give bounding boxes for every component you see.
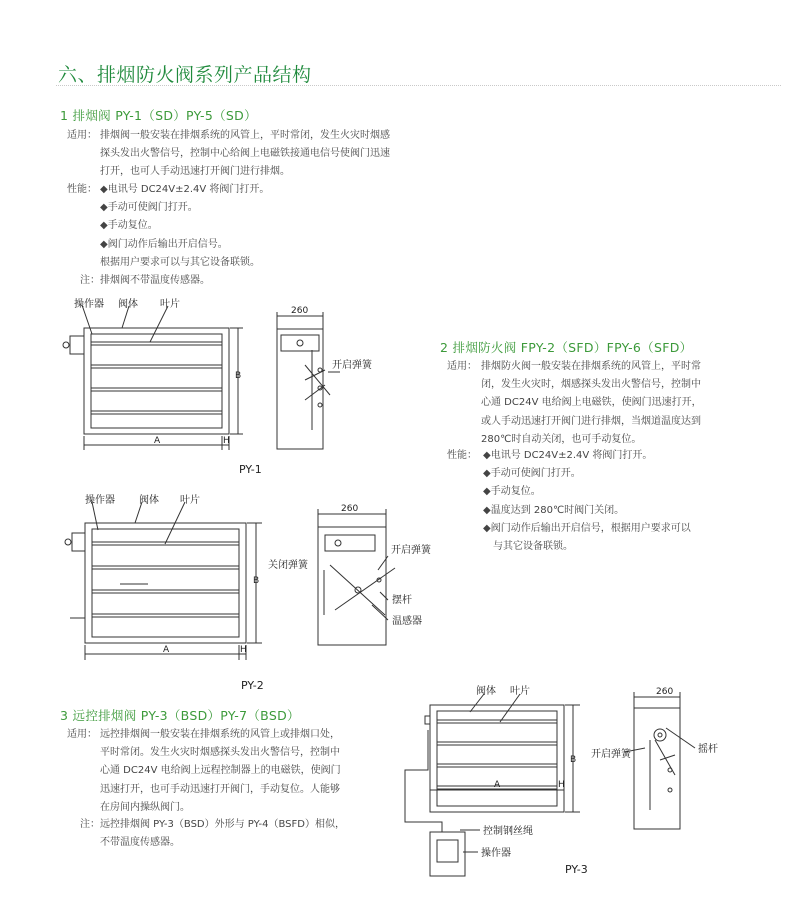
text-line: 打开，也可人手动迅速打开阀门进行排烟。 [100,166,290,178]
section3-note-label: 注： [80,819,100,830]
py2-open-spring-label: 开启弹簧 [391,545,431,556]
py1-dim-h: H [223,436,230,446]
text-line: 根据用户要求可以与其它设备联锁。 [100,256,260,268]
py1-dim-a: A [154,436,161,446]
py1-dim-b: B [235,371,242,381]
text-line: 平时常闭。发生火灾时烟感探头发出火警信号，控制中 [100,747,340,759]
text-line: 远控排烟阀一般安装在排烟系统的风管上或排烟口处， [100,729,340,740]
py1-operator-label: 操作器 [74,299,104,310]
text-line: 与其它设备联锁。 [493,541,573,553]
text-line: 远控排烟阀 PY-3（BSD）外形与 PY-4（BSFD）相似， [100,819,345,830]
py3-dim-a: A [494,780,501,790]
py3-caption: PY-3 [565,863,588,876]
text-line: 心通 DC24V 电给阀上远程控制器上的电磁铁，使阀门 [100,765,341,777]
py3-cable-label: 控制钢丝绳 [483,826,533,837]
py3-dim-260: 260 [656,687,674,697]
py3-dim-b: B [570,755,577,765]
py3-rocker-label: 摇杆 [698,744,718,755]
page-title: 六、排烟防火阀系列产品结构 [58,64,312,86]
py1-dim-260: 260 [291,306,309,316]
section1-title: 1 排烟阀 PY-1（SD）PY-5（SD） [60,108,257,123]
py3-frame-inner [437,711,557,806]
py2-dim-h: H [240,645,247,655]
text-line: ◆电讯号 DC24V±2.4V 将阀门打开。 [100,184,270,195]
py2-dim-a: A [163,645,170,655]
section1-perf-label: 性能： [67,184,97,195]
text-line: 探头发出火警信号，控制中心给阀上电磁铁接通电信号使阀门迅速 [100,148,390,160]
py1-body-label: 阀体 [118,299,138,310]
text-line: ◆阀门动作后输出开启信号。 [100,238,228,250]
section1-note: 排烟阀不带温度传感器。 [100,275,210,286]
py3-frame-outer [430,705,564,812]
py2-body-label: 阀体 [139,495,159,506]
text-line: 在房间内操纵阀门。 [100,801,190,813]
text-line: 或人手动迅速打开阀门进行排烟，当烟道温度达到 [481,415,701,427]
section2-usage-label: 适用： [447,361,477,372]
text-line: 闭，发生火灾时，烟感探头发出火警信号，控制中 [481,379,701,391]
py1-open-spring-label: 开启弹簧 [332,360,372,371]
py2-operator-label: 操作器 [85,495,115,506]
text-line: ◆手动复位。 [483,486,541,498]
text-line: ◆电讯号 DC24V±2.4V 将阀门打开。 [483,450,653,461]
py3-side-view [634,708,680,829]
py3-operator-label: 操作器 [481,848,511,859]
section3-usage-label: 适用： [67,729,97,740]
text-line: ◆阀门动作后输出开启信号，根据用户要求可以 [483,522,691,534]
text-line: ◆手动复位。 [100,220,158,232]
section1-usage-label: 适用： [67,130,97,141]
text-line: 280℃时自动关闭，也可手动复位。 [481,433,642,445]
py3-dim-h: H [558,780,565,790]
py2-dim-b: B [253,576,260,586]
py1-blade-label: 叶片 [160,299,180,310]
section3-title: 3 远控排烟阀 PY-3（BSD）PY-7（BSD） [60,708,300,723]
py3-blade-label: 叶片 [510,686,530,697]
section2-perf-label: 性能： [447,450,477,461]
text-line: ◆温度达到 280℃时阀门关闭。 [483,504,625,516]
section1-note-label: 注： [80,275,100,286]
py2-lever-label: 摆杆 [392,595,412,606]
text-line: ◆手动可使阀门打开。 [100,202,198,214]
section2-title: 2 排烟防火阀 FPY-2（SFD）FPY-6（SFD） [440,340,693,355]
py3-body-label: 阀体 [476,686,496,697]
text-line: 心通 DC24V 电给阀上电磁铁，使阀门迅速打开， [481,397,702,409]
py3-operator-box [430,832,465,876]
text-line: 排烟防火阀一般安装在排烟系统的风管上，平时常 [481,361,701,372]
text-line: 不带温度传感器。 [100,837,180,849]
py3-open-spring-label: 开启弹簧 [591,749,631,760]
py1-caption: PY-1 [239,463,262,476]
py2-caption: PY-2 [241,679,264,692]
text-line: ◆手动可使阀门打开。 [483,468,581,480]
text-line: 排烟阀一般安装在排烟系统的风管上，平时常闭，发生火灾时烟感 [100,130,390,141]
py2-dim-260: 260 [341,504,359,514]
py2-sensor-label: 温感器 [392,616,422,627]
py2-close-spring-label: 关闭弹簧 [268,560,308,571]
py2-blade-label: 叶片 [180,495,200,506]
text-line: 迅速打开，也可手动迅速打开阀门，手动复位。人能够 [100,783,340,795]
